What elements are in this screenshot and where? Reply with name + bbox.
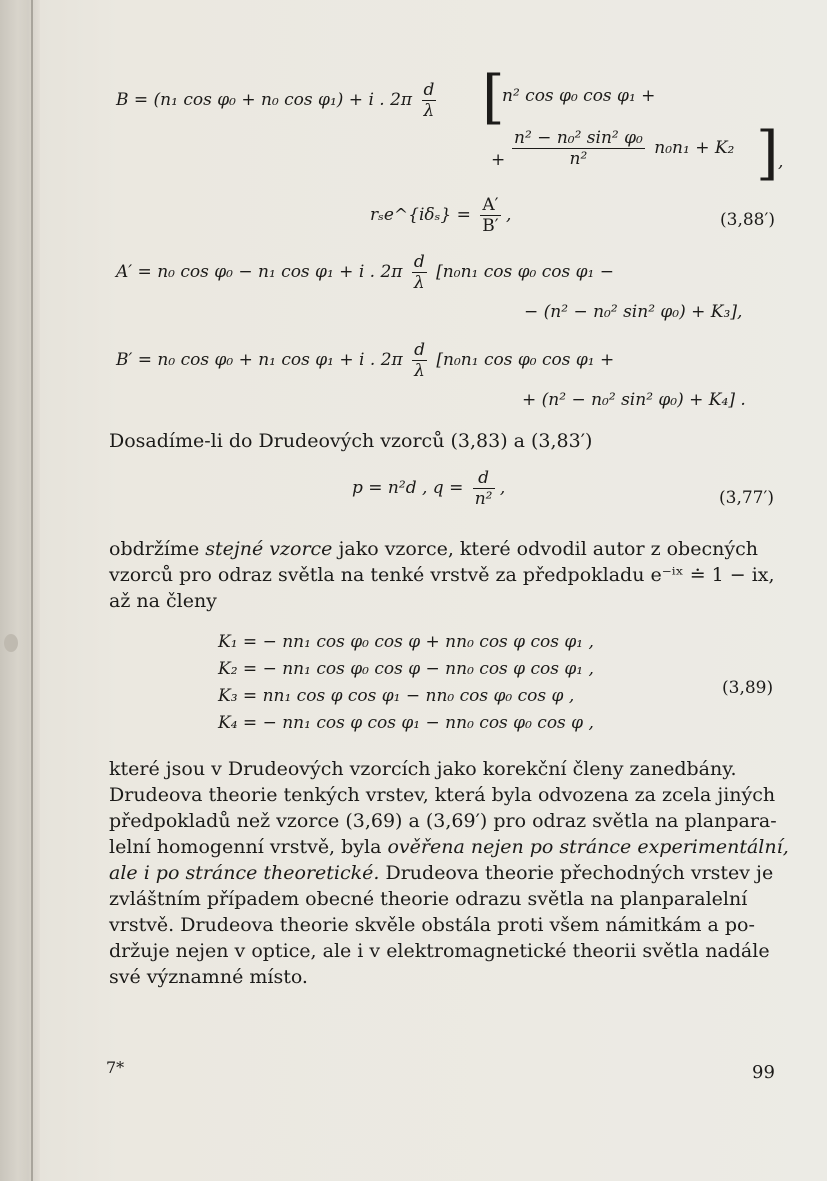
fraction-numerator: d	[413, 252, 425, 272]
emphasis: ověřena nejen po stránce experimentální,	[387, 836, 789, 858]
fraction-denominator: λ	[414, 361, 425, 381]
text-line	[109, 834, 789, 860]
equation-text: n₀n₁ + K₂	[654, 138, 735, 158]
paragraph-2	[109, 536, 775, 614]
equation-B-prime-line1	[116, 340, 614, 381]
equation-label-3-88: (3,88′)	[720, 210, 775, 230]
text-line: vrstvě. Drudeova theorie skvěle obstála proti všem námitkám a po-	[109, 914, 755, 936]
text-line: držuje nejen v optice, ale i v elektromagnetické theorii světla nadále	[109, 940, 770, 962]
fraction-d-over-lambda	[422, 80, 437, 121]
fraction-numerator: n² − n₀² sin² φ₀	[514, 128, 643, 148]
equation-label-3-89: (3,89)	[722, 678, 774, 698]
fraction-d-over-n-squared	[473, 468, 495, 509]
text-line	[109, 860, 789, 886]
equation-text: [n₀n₁ cos φ₀ cos φ₁ +	[436, 350, 615, 370]
text-line: své významné místo.	[109, 966, 308, 988]
equation-text: B = (n₁ cos φ₀ + n₀ cos φ₁) + i . 2π	[116, 90, 413, 110]
comma: ,	[499, 478, 506, 498]
equation-B-line2	[512, 128, 734, 169]
paragraph-intro: Dosadíme-li do Drudeových vzorců (3,83) a (3,83′)	[109, 430, 593, 452]
fraction-n-squared	[512, 128, 645, 169]
equation-A-prime-line1	[116, 252, 614, 293]
text-run: Drudeova theorie přechodných vrstev je	[379, 862, 774, 884]
text-run: lelní homogenní vrstvě, byla	[109, 836, 388, 858]
fraction-denominator: n²	[474, 489, 493, 509]
equation-B-prime-line2: + (n² − n₀² sin² φ₀) + K₄] .	[522, 390, 746, 410]
text-run: obdržíme	[109, 538, 206, 560]
text-line: až na členy	[109, 590, 217, 612]
text-line	[109, 536, 775, 562]
page-gutter	[0, 0, 40, 1181]
comma: ,	[506, 205, 512, 225]
equation-K4: K₄ = − nn₁ cos φ cos φ₁ − nn₀ cos φ₀ cos φ ,	[218, 713, 594, 733]
text-line: zvláštním případem obecné theorie odrazu světla na planparalelní	[109, 888, 748, 910]
equation-A-prime-line2: − (n² − n₀² sin² φ₀) + K₃],	[524, 302, 743, 322]
emphasis: stejné vzorce	[205, 538, 333, 560]
equation-text: p = n²d , q =	[352, 478, 464, 498]
plus-sign: +	[491, 150, 506, 170]
equation-K1: K₁ = − nn₁ cos φ₀ cos φ + nn₀ cos φ cos φ₁ ,	[218, 632, 594, 652]
binding-hole	[4, 634, 18, 652]
page-number: 99	[752, 1062, 775, 1083]
fraction-denominator: B′	[482, 216, 499, 236]
left-bracket: [	[482, 63, 505, 131]
text-line: Drudeova theorie tenkých vrstev, která byla odvozena za zcela jiných	[109, 784, 776, 806]
fraction-denominator: n²	[569, 149, 588, 169]
text-run: jako vzorce, které odvodil autor z obecných	[332, 538, 758, 560]
text-line: vzorců pro odraz světla na tenké vrstvě za předpokladu e⁻ⁱˣ ≐ 1 − ix,	[109, 564, 775, 586]
fraction-d-over-lambda	[412, 340, 427, 381]
equation-p-q	[352, 468, 505, 509]
text-line: předpokladů než vzorce (3,69) a (3,69′) pro odraz světla na planpara-	[109, 810, 777, 832]
equation-B-line1-tail: n² cos φ₀ cos φ₁ +	[502, 86, 656, 106]
fraction-numerator: A′	[480, 195, 500, 216]
text-line: které jsou v Drudeových vzorcích jako korekční členy zanedbány.	[109, 758, 737, 780]
binding-edge	[31, 0, 33, 1181]
fraction-denominator: λ	[413, 273, 425, 293]
emphasis: ale i po stránce theoretické.	[109, 862, 380, 884]
fraction-d-over-lambda	[412, 252, 427, 293]
equation-text: A′ = n₀ cos φ₀ − n₁ cos φ₁ + i . 2π	[116, 262, 403, 282]
equation-K2: K₂ = − nn₁ cos φ₀ cos φ − nn₀ cos φ cos φ₁ ,	[218, 659, 594, 679]
equation-text: B′ = n₀ cos φ₀ + n₁ cos φ₁ + i . 2π	[116, 350, 403, 370]
signature-mark: 7*	[106, 1058, 125, 1077]
equation-B-line1	[116, 80, 436, 121]
fraction-numerator: d	[423, 80, 435, 100]
paragraph-3	[109, 756, 789, 990]
equation-rs	[370, 195, 511, 236]
right-bracket: ]	[756, 119, 779, 187]
fraction-numerator: d	[414, 340, 425, 360]
fraction-A-over-B	[480, 195, 500, 236]
comma: ,	[778, 152, 784, 172]
fraction-denominator: λ	[423, 101, 435, 121]
equation-label-3-77: (3,77′)	[719, 488, 774, 508]
fraction-numerator: d	[473, 468, 495, 489]
equation-K3: K₃ = nn₁ cos φ cos φ₁ − nn₀ cos φ₀ cos φ ,	[218, 686, 575, 706]
equation-text: [n₀n₁ cos φ₀ cos φ₁ −	[436, 262, 614, 282]
equation-text: rₛe^{iδₛ} =	[370, 205, 471, 225]
